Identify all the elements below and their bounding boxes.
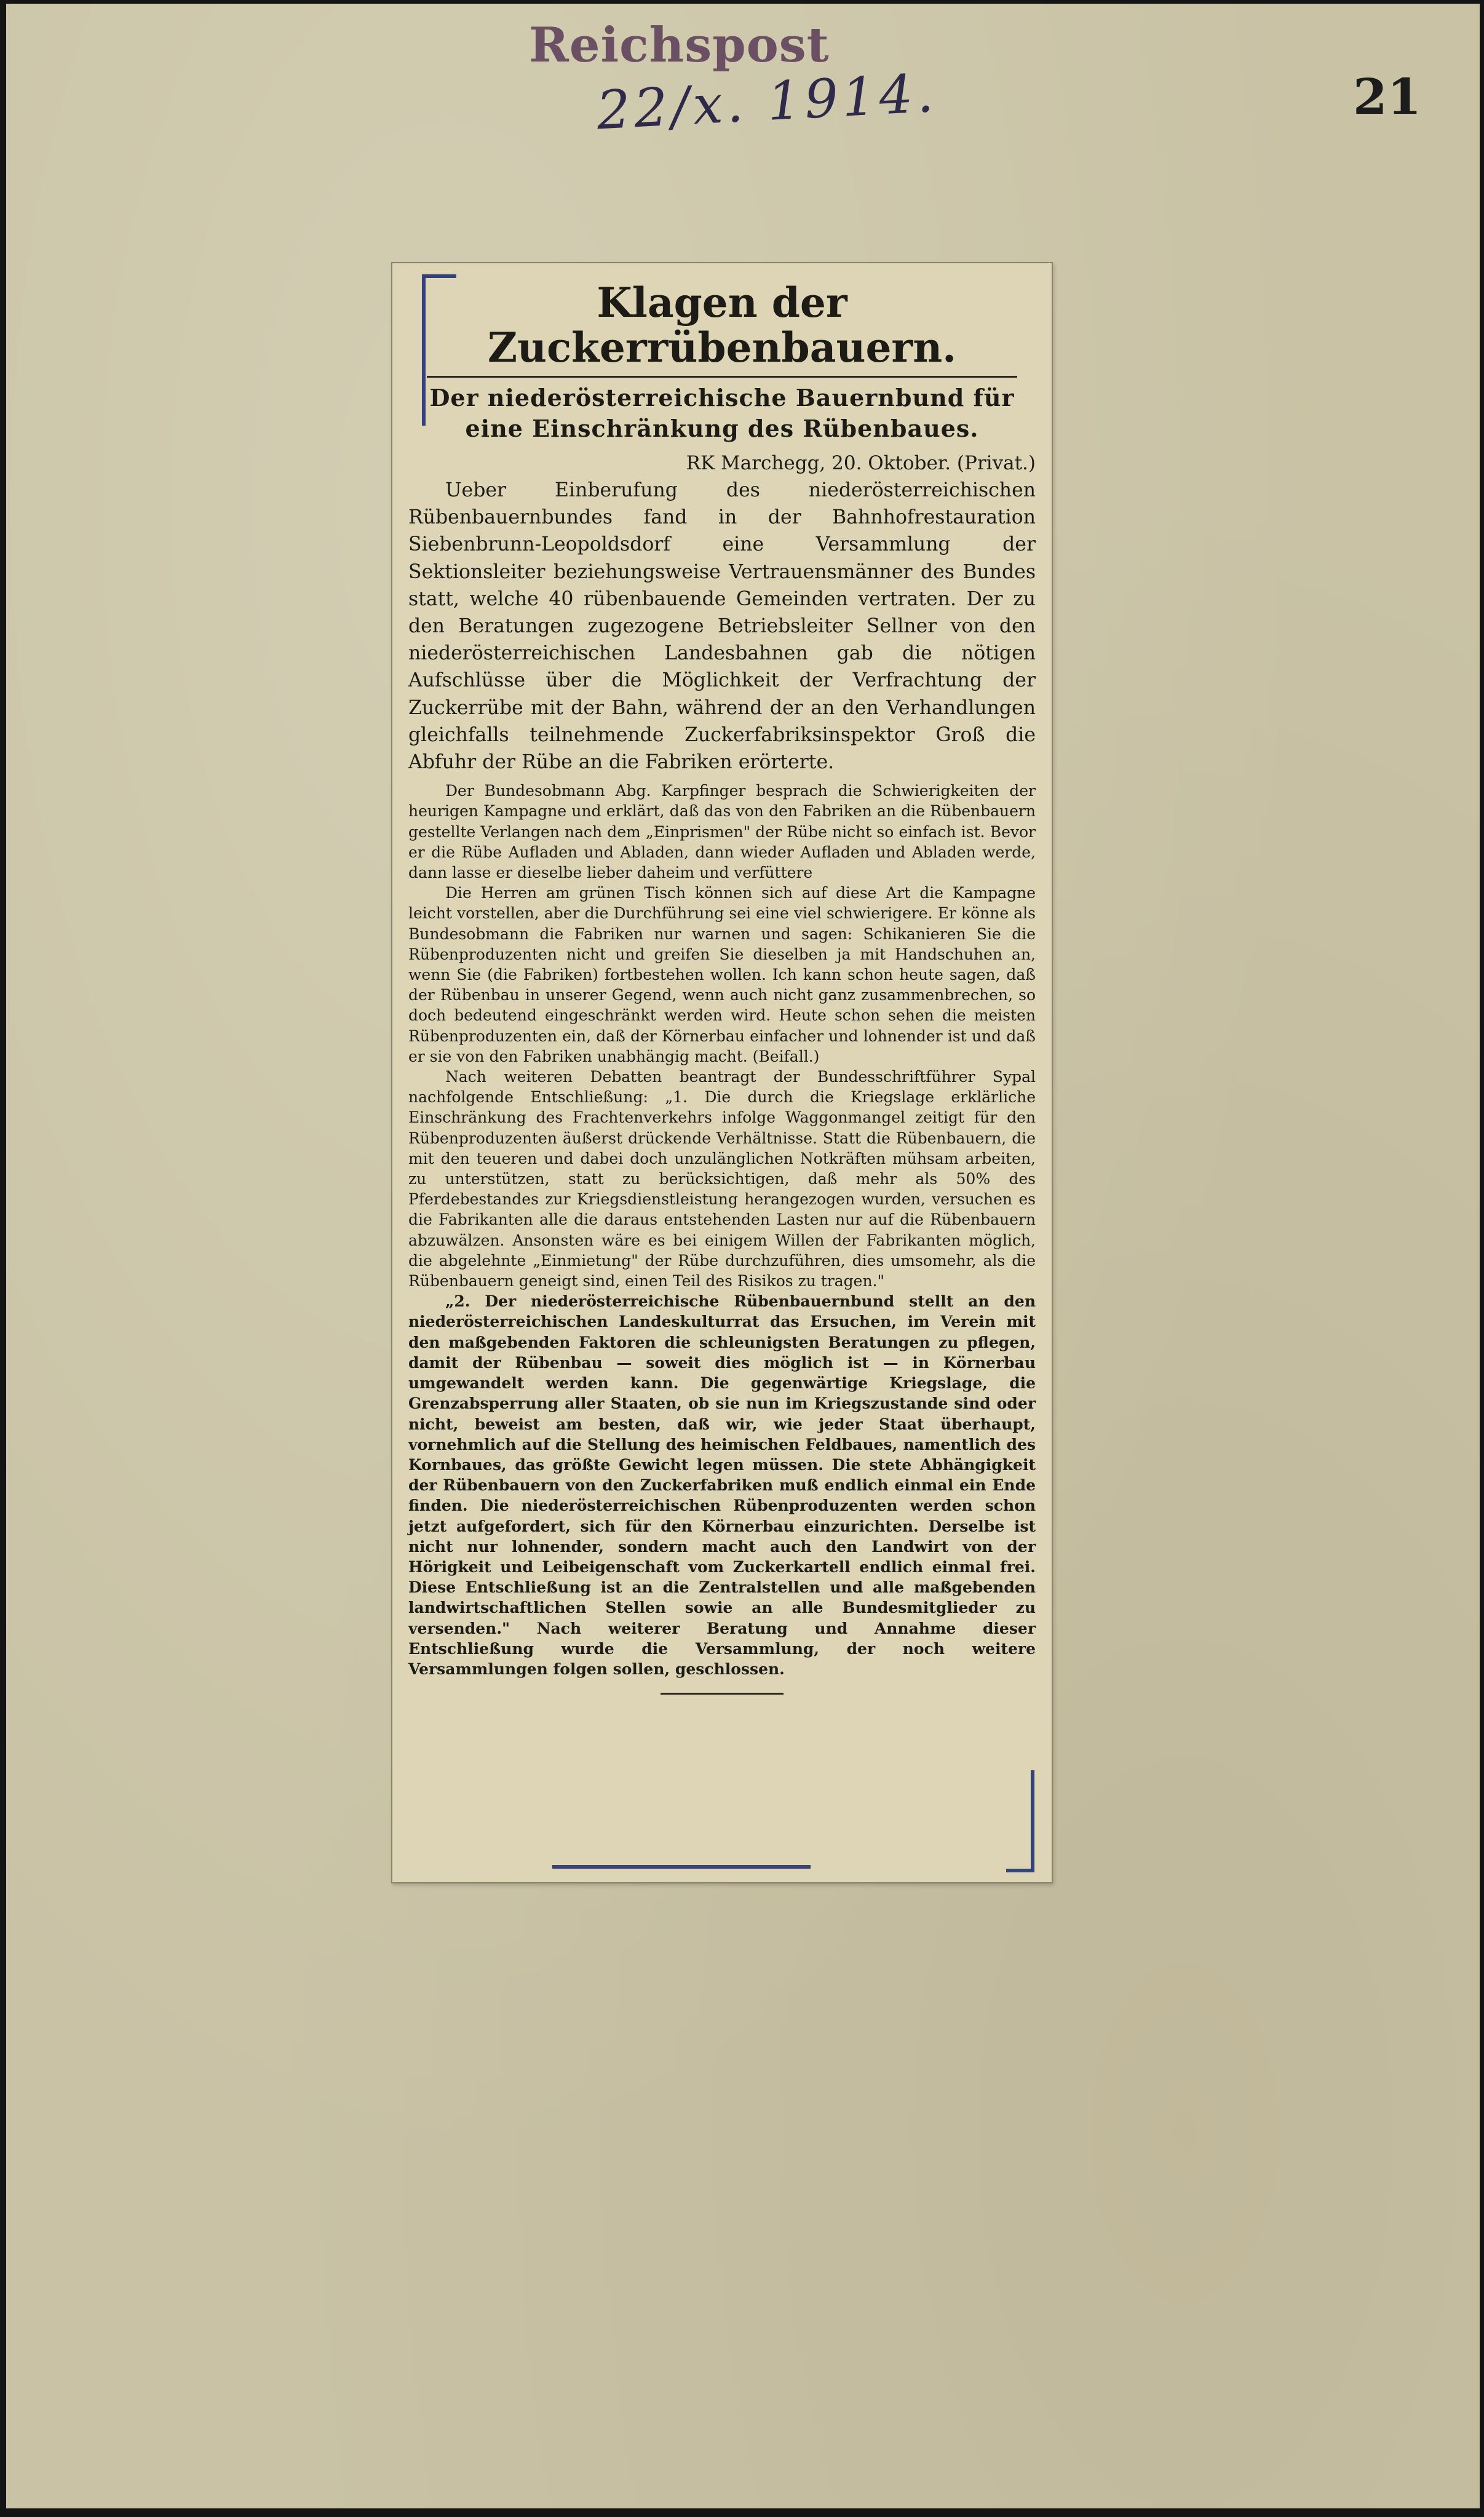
paragraph-gap (408, 776, 1036, 781)
headline-rule (427, 376, 1017, 378)
newspaper-clipping (391, 262, 1053, 1883)
newspaper-stamp: Reichspost (529, 17, 830, 73)
article-subhead: Der niederösterreichische Bauernbund für eine Einschränkung des Rübenbaues. (429, 384, 1015, 442)
archive-sheet (6, 4, 1480, 2508)
article-paragraph: „2. Der niederösterreichische Rübenbauernbund stellt an den niederösterreichischen Landeskulturrat das Ersuchen, im Verein mit den maßgebenden Faktoren die schleunigsten Beratungen zu pflegen, damit der Rübenbau — soweit dies möglich ist — in Körnerbau umgewandelt werden kann. Die gegenwärtige Kriegslage, die Grenzabsperrung aller Staaten, ob sie nun im Kriegszustande sind oder nicht, beweist am besten, daß wir, wie jeder Staat überhaupt, vornehmlich auf die Stellung des heimischen Feldbaues, namentlich des Kornbaues, das größte Gewicht legen müssen. Die stete Abhängigkeit der Rübenbauern von den Zuckerfabriken muß endlich einmal ein Ende finden. Die niederösterreichischen Rübenproduzenten werden schon jetzt aufgefordert, sich für den Körnerbau einzurichten. Derselbe ist nicht nur lohnender, sondern macht auch den Landwirt von der Hörigkeit und Leibeigenschaft vom Zuckerkartell endlich einmal frei. Diese Entschließung ist an die Zentralstellen und alle maßgebenden landwirtschaftlichen Stellen sowie an alle Bundesmitglieder zu versenden." Nach weiterer Beratung und Annahme dieser Entschließung wurde die Versammlung, der noch weitere Versammlungen folgen sollen, geschlossen. (408, 1292, 1036, 1678)
page-number: 21 (1353, 68, 1422, 125)
handwritten-date: 22/x. 1914. (595, 62, 939, 142)
article-headline: Klagen der Zuckerrübenbauern. (487, 279, 957, 372)
article-paragraph: Der Bundesobmann Abg. Karpfinger besprach die Schwierigkeiten der heurigen Kampagne und erklärt, daß das von den Fabriken an die Rübenbauern gestellte Verlangen nach dem „Einprismen" der Rübe nicht so einfach ist. Bevor er die Rübe Aufladen und Abladen, dann wieder Aufladen und Abladen werde, dann lasse er dieselbe lieber daheim und verfüttere (408, 782, 1036, 882)
end-rule (661, 1693, 784, 1695)
article (408, 280, 1036, 1695)
article-dateline: RK Marchegg, 20. Oktober. (Privat.) (686, 451, 1036, 474)
pencil-underline-bottom (552, 1865, 811, 1869)
pencil-bracket-bottom (1006, 1770, 1034, 1872)
article-paragraph: Ueber Einberufung des niederösterreichischen Rübenbauernbundes fand in der Bahnhofrestauration Siebenbrunn-Leopoldsdorf eine Versammlung der Sektionsleiter beziehungsweise Vertrauensmänner des Bundes statt, welche 40 rübenbauende Gemeinden vertraten. Der zu den Beratungen zugezogene Betriebsleiter Sellner von den niederösterreichischen Landesbahnen gab die nötigen Aufschlüsse über die Möglichkeit der Verfrachtung der Zuckerrübe mit der Bahn, während der an den Verhandlungen gleichfalls teilnehmende Zuckerfabriksinspektor Groß die Abfuhr der Rübe an die Fabriken erörterte. (408, 479, 1036, 773)
article-paragraph: Die Herren am grünen Tisch können sich auf diese Art die Kampagne leicht vorstellen, aber die Durchführung sei eine viel schwierigere. Er könne als Bundesobmann die Fabriken nur warnen und sagen: Schikanieren Sie die Rübenproduzenten nicht und greifen Sie dieselben ja mit Handschuhen an, wenn Sie (die Fabriken) fortbestehen wollen. Ich kann schon heute sagen, daß der Rübenbau in unserer Gegend, wenn auch nicht ganz zusammenbrechen, so doch bedeutend eingeschränkt werden wird. Heute schon sehen die meisten Rübenproduzenten ein, daß der Körnerbau einfacher und lohnender ist und daß er sie von den Fabriken unabhängig macht. (Beifall.) (408, 884, 1036, 1065)
article-paragraph: Nach weiteren Debatten beantragt der Bundesschriftführer Sypal nachfolgende Entschließung: „1. Die durch die Kriegslage erklärliche Einschränkung des Frachtenverkehrs infolge Waggonmangel zeitigt für den Rübenproduzenten äußerst drückende Verhältnisse. Statt die Rübenbauern, die mit den teueren und dabei doch unzulänglichen Notkräften mühsam arbeiten, zu unterstützen, statt zu berücksichtigen, daß mehr als 50% des Pferdebestandes zur Kriegsdienstleistung herangezogen wurden, versuchen es die Fabrikanten alle die daraus entstehenden Lasten nur auf die Rübenbauern abzuwälzen. Ansonsten wäre es bei einigem Willen der Fabrikanten möglich, die abgelehnte „Einmietung" der Rübe durchzuführen, dies umsomehr, als die Rübenbauern geneigt sind, einen Teil des Risikos zu tragen." (408, 1068, 1036, 1290)
